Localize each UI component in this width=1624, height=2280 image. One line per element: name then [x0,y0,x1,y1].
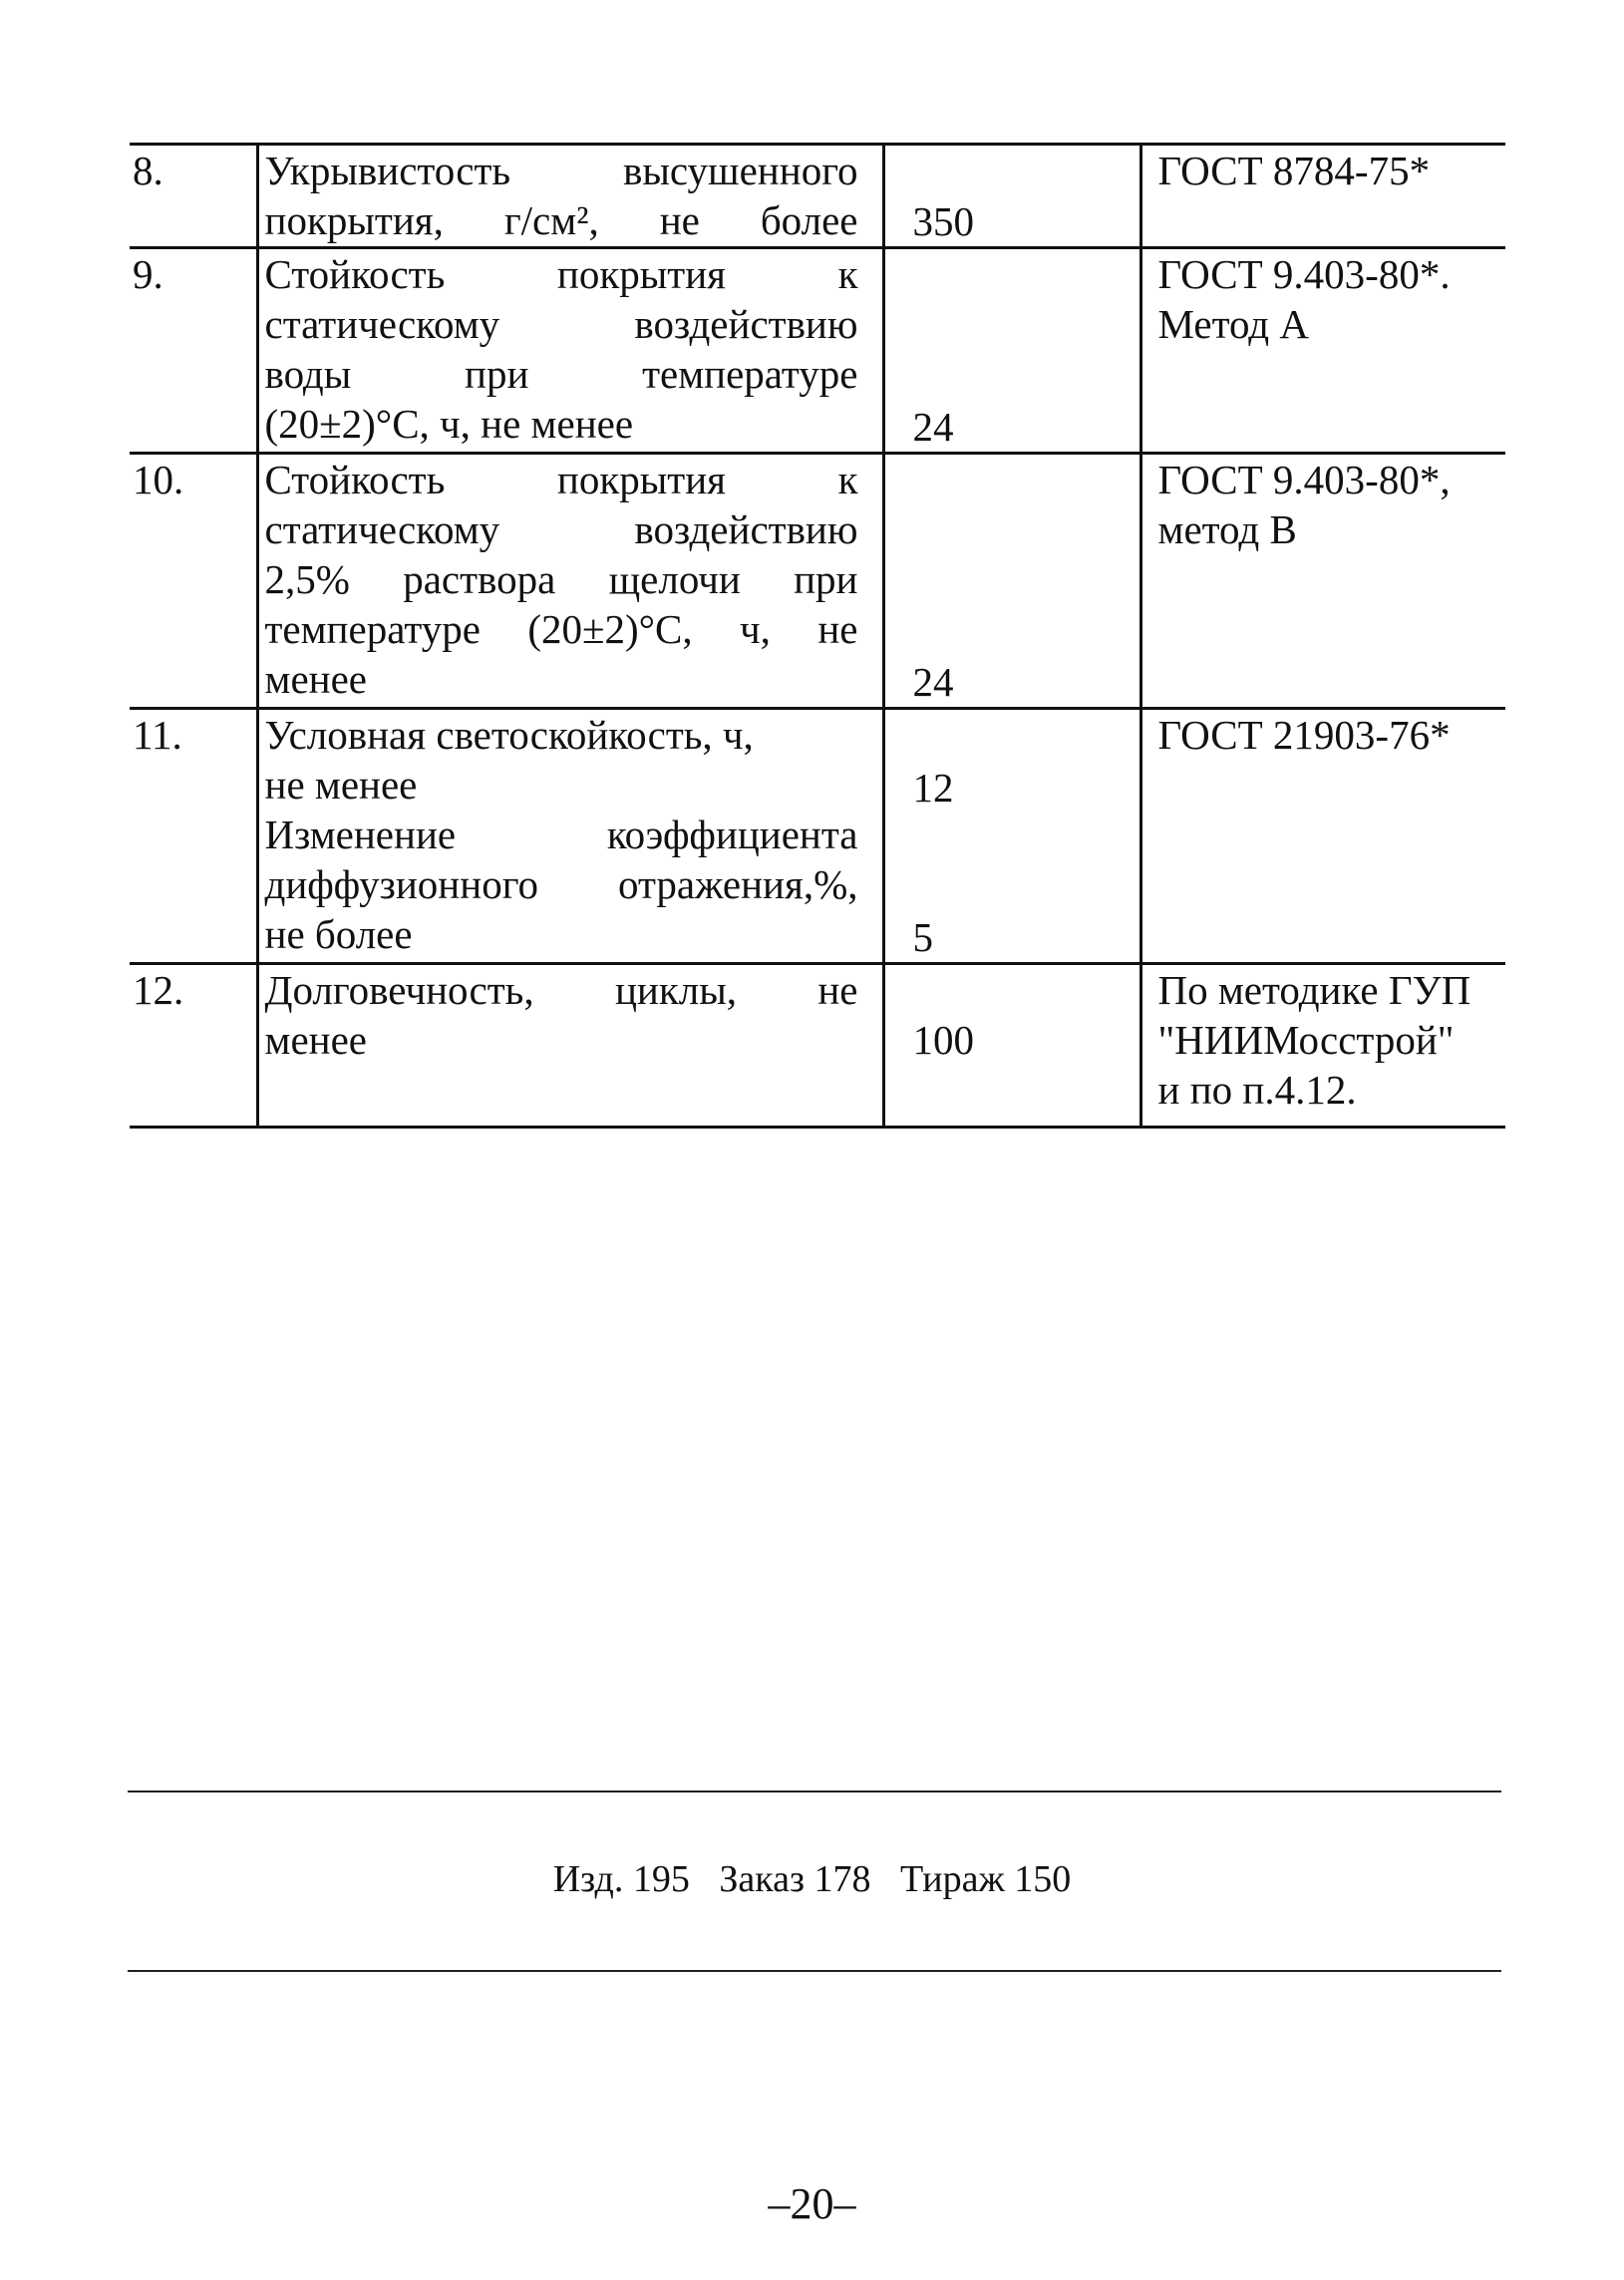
property-name-line: диффузионного отражения,%, [264,861,858,907]
property-name-line: Стойкость покрытия к [264,251,858,297]
property-value [883,709,1140,964]
property-name-line: (20±2)°С, ч, не менее [264,401,634,447]
property-value-line: 5 [912,914,933,960]
property-name-line: не менее [264,762,418,808]
test-method-line: ГОСТ 8784-75* [1157,148,1431,193]
test-method [1140,454,1505,709]
property-name-line: покрытия, г/см², не более [264,197,858,243]
test-method-line: метод В [1157,506,1297,552]
row-number: 8. [130,145,257,248]
test-method [1140,248,1505,454]
property-name-line: статическому воздействию [264,506,858,552]
property-name-line: менее [264,1017,367,1063]
test-method-line: ГОСТ 9.403-80*. [1157,251,1451,297]
property-value: 24 [883,248,1140,454]
property-name-line: не более [264,911,413,957]
property-value: 350 [883,145,1140,248]
property-name-line: Стойкость покрытия к [264,457,858,502]
row-number: 11. [130,709,257,964]
test-method [1140,145,1505,248]
property-name [257,964,883,1128]
property-name-line: Укрывистость высушенного [264,148,858,193]
test-method-line: Метод А [1157,301,1310,347]
test-method-line: По методике ГУП [1157,967,1471,1013]
page-number: –20– [768,2179,856,2228]
test-method-line: ГОСТ 9.403-80*, [1157,457,1451,502]
specification-table [130,143,1505,1129]
property-name [257,145,883,248]
imprint-order: Заказ 178 [719,1858,871,1900]
imprint-top-rule [128,1791,1501,1792]
row-number: 10. [130,454,257,709]
imprint-print-run: Тираж 150 [900,1858,1072,1900]
property-name-line: воды при температуре [264,351,858,397]
table-row [130,248,1505,454]
table-row [130,709,1505,964]
property-name-line: статическому воздействию [264,301,858,347]
property-name [257,248,883,454]
property-value: 100 [883,964,1140,1128]
property-name [257,709,883,964]
imprint-bottom-rule [128,1970,1501,1972]
table-row [130,964,1505,1128]
imprint [0,1856,1624,1902]
row-number: 9. [130,248,257,454]
test-method-line: и по п.4.12. [1157,1067,1357,1113]
test-method [1140,709,1505,964]
property-name-line: Условная светоскойкость, ч, [264,712,754,758]
imprint-edition: Изд. 195 [552,1858,690,1900]
table-row [130,145,1505,248]
property-value: 24 [883,454,1140,709]
test-method [1140,964,1505,1128]
property-name-line: менее [264,656,367,702]
test-method-line: ГОСТ 21903-76* [1157,712,1451,758]
property-value-line: 12 [912,765,954,811]
test-method-line: "НИИМосстрой" [1157,1017,1455,1063]
property-name-line: 2,5% раствора щелочи при [264,556,858,602]
property-name [257,454,883,709]
row-number: 12. [130,964,257,1128]
property-name-line: Долговечность, циклы, не [264,967,858,1013]
table-row [130,454,1505,709]
property-name-line: температуре (20±2)°С, ч, не [264,606,858,652]
property-name-line: Изменение коэффициента [264,812,858,857]
